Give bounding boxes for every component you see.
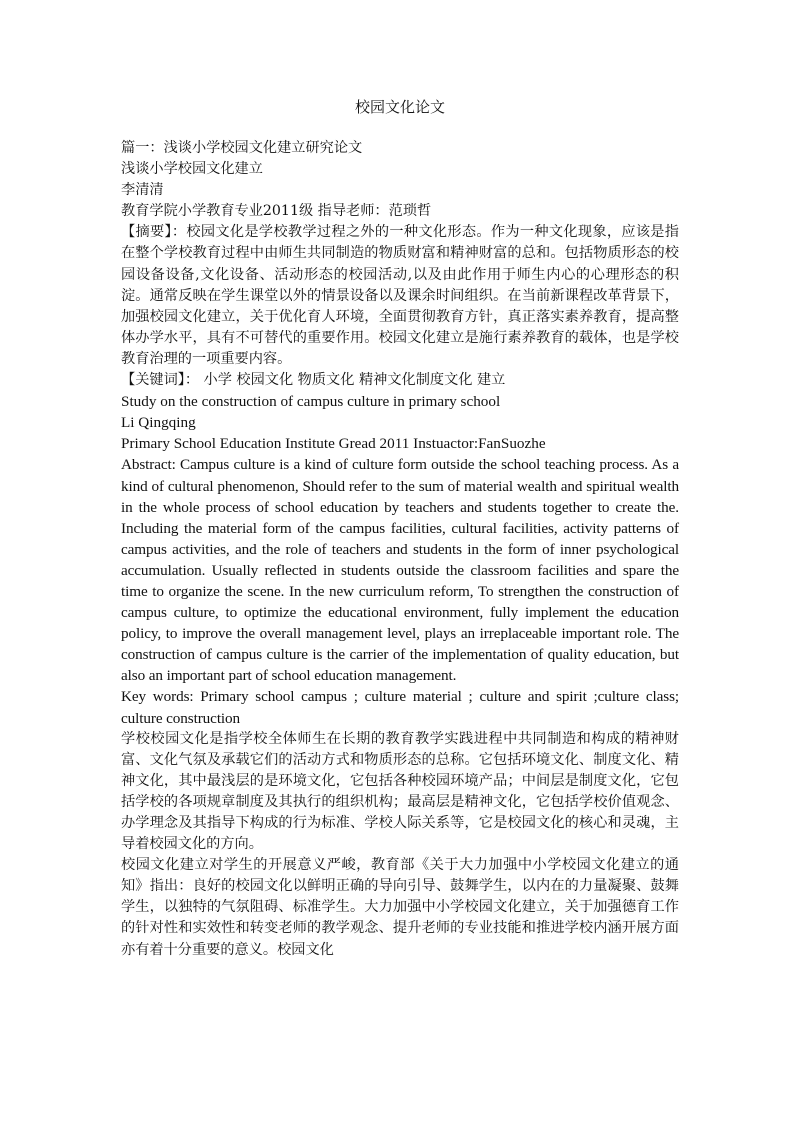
body-paragraph-1: 学校校园文化是指学校全体师生在长期的教育教学实践进程中共同制造和构成的精神财富、文化气氛及承载它们的活动方式和物质形态的总称。它包括环境文化、制度文化、精神文化，其中最浅层的是环境文化，它包括各种校园环境产品；中间层是制度文化，它包括学校的各项规章制度及其执行的组织机构；最高层是精神文化，它包括学校价值观念、办学理念及其指导下构成的行为标准、学校人际关系等，它是校园文化的核心和灵魂，主导着校园文化的方向。: [121, 730, 679, 853]
keywords-english: Key words: Primary school campus ; culture material ; culture and spirit ;culture class; culture construction: [121, 688, 679, 727]
keywords-chinese: 【关键词】： 小学 校园文化 物质文化 精神文化制度文化 建立: [121, 372, 506, 389]
author-affiliation: 教育学院小学教育专业2011级 指导老师：范琐哲: [121, 203, 432, 220]
chinese-paper-title: 浅谈小学校园文化建立: [121, 161, 263, 178]
english-affiliation: Primary School Education Institute Gread 2011 Instuactor:FanSuozhe: [121, 435, 546, 453]
author-name: 李清清: [121, 182, 164, 199]
english-author-name: Li Qingqing: [121, 414, 196, 432]
part-heading: 篇一：浅谈小学校园文化建立研究论文: [121, 140, 363, 156]
abstract-chinese: 【摘要】：校园文化是学校教学过程之外的一种文化形态。作为一种文化现象，应该是指在整个学校教育过程中由师生共同制造的物质财富和精神财富的总和。包括物质形态的校园设备设备,文化设备、活动形态的校园活动,以及由此作用于师生内心的心理形态的积淀。通常反映在学生课堂以外的情景设备以及课余时间组织。在当前新课程改革背景下，加强校园文化建立，关于优化育人环境，全面贯彻教育方针，真正落实素养教育，提高整体办学水平，具有不可替代的重要作用。校园文化建立是施行素养教育的载体，也是学校教育治理的一项重要内容。: [121, 224, 679, 367]
body-paragraph-2: 校园文化建立对学生的开展意义严峻，教育部《关于大力加强中小学校园文化建立的通知》指出：良好的校园文化以鲜明正确的导向引导、鼓舞学生，以内在的力量凝聚、鼓舞学生，以独特的气氛阻碍、标准学生。大力加强中小学校园文化建立，关于加强德育工作的针对性和实效性和转变老师的教学观念、提升老师的专业技能和推进学校内涵开展方面亦有着十分重要的意义。校园文化: [121, 857, 679, 958]
english-paper-title: Study on the construction of campus culture in primary school: [121, 393, 501, 411]
document-page: [121, 96, 679, 961]
document-title: 校园文化论文: [354, 98, 445, 116]
abstract-english: Abstract: Campus culture is a kind of culture form outside the school teaching process. As a kind of cultural phenomenon, Should refer to the sum of material wealth and spiritual wealth in the whole process of school education by teachers and students together to create the. Including the material form of the campus facilities, cultural facilities, activity patterns of campus activities, and the role of teachers and students in the form of inner psychological accumulation. Usually reflected in students outside the classroom facilities and spare the time to organize the scene. In the new curriculum reform, To strengthen the construction of campus culture, to optimize the educational environment, fully implement the education policy, to improve the overall management level, plays an irreplaceable important role. The construction of campus culture is the carrier of the implementation of quality education, but also an important part of school education management.: [121, 456, 679, 685]
